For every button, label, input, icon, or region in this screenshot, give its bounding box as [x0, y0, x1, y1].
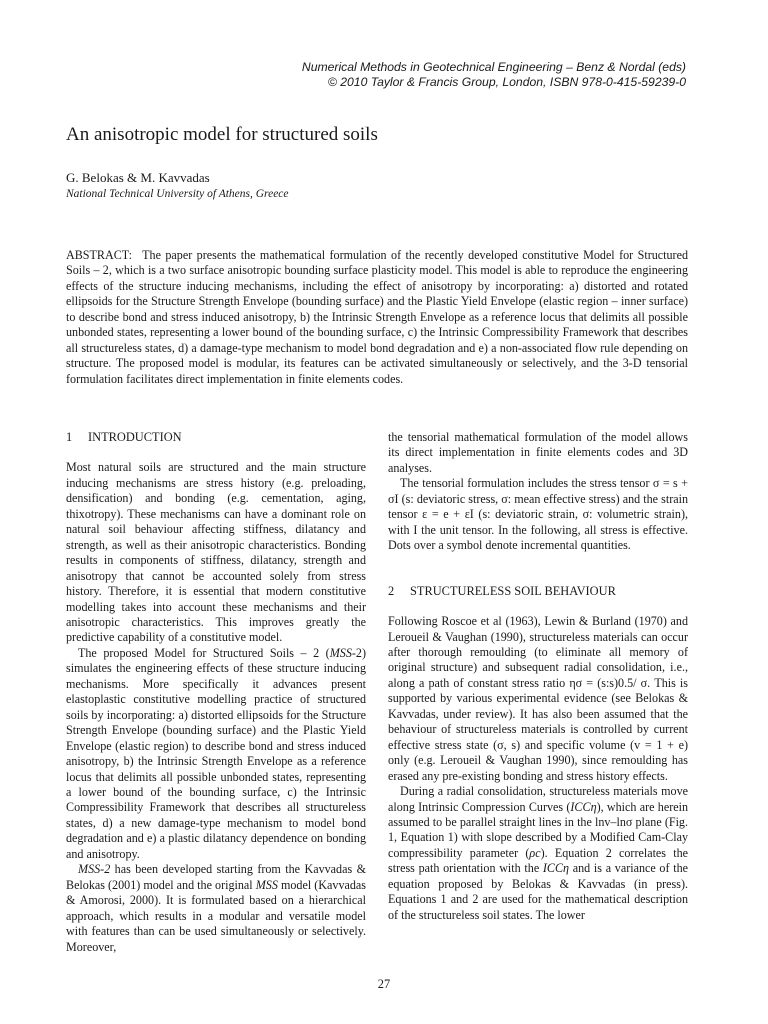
header-copyright-line: © 2010 Taylor & Francis Group, London, ISBN 978-0-415-59239-0 [327, 75, 686, 89]
strain-equation: ε = e + εI [422, 507, 474, 522]
structureless-paragraph-2: During a radial consolidation, structureless materials move along Intrinsic Compression Curves (ICCη), which are herein assumed to be parallel straight lines in the lnv–lnσ plane (Fig. 1, Equation 1) with slope described by a Modified Cam-Clay compressibility parameter (ρc). Equation 2 correlates the stress path orientation with the ICCη and is a variance of the equation proposed by Belokas & Kavvadas (in press). Equations 1 and 2 are used for the mathematical description of the structureless soil states. The lower [388, 784, 688, 922]
intro-continuation: the tensorial mathematical formulation of the model allows its direct implementation in finite elements codes and 3D analyses. [388, 430, 688, 475]
left-column [66, 430, 366, 955]
structureless-paragraph-1: Following Roscoe et al (1963), Lewin & Burland (1970) and Leroueil & Vaughan (1990), structureless materials can occur after thorough remoulding (to eliminate all memory of original structure) and subsequent radial consolidation, i.e., along a path of constant stress ratio ησ = (s:s)0.5/ σ. This is supported by various experimental evidence (see Belokas & Kavvadas, under review). It has also been assumed that the behaviour of structureless materials is controlled by current effective stress state (σ, s) and specific volume (v = 1 + e) only (e.g. Leroueil & Vaughan 1990), since remoulding has erased any pre-existing bonding and stress history effects. [388, 614, 689, 783]
stress-ratio-equation: ησ = (s:s)0.5/ σ [569, 675, 648, 690]
paper-title: An anisotropic model for structured soils [66, 124, 378, 145]
specific-volume-equation: v = 1 + e [634, 737, 684, 752]
abstract [66, 248, 688, 387]
section-heading-structureless [388, 584, 688, 599]
running-header [302, 60, 686, 90]
abstract-text: The paper presents the mathematical formulation of the recently developed constitutive Model for Structured Soils – 2, which is a two surface anisotropic bounding surface plasticity model. This model is able to reproduce the engineering effects of the structure inducing mechanisms, including the effect of anisotropy by incorporating: a) distorted and rotated ellipsoids for the Structure Strength Envelope (bounding surface) and the Plastic Yield Envelope (elastic region – inner surface) to describe bond and stress induced anisotropy, b) the Intrinsic Strength Envelope as a reference locus that delimits all possible unbonded states, representing a lower bound of the bounding surface, c) the Intrinsic Compressibility Framework that describes all structureless states, d) a damage-type mechanism to model bond degradation and e) a non-associated flow rule depending on structure. The proposed model is modular, its features can be activated simultaneously or selectively, and the 3-D tensorial formulation facilitates direct implementation in finite elements codes. [66, 248, 689, 386]
section-title: INTRODUCTION [88, 430, 182, 444]
section-heading-introduction [66, 430, 366, 445]
stress-equation: σ = s + σI [388, 476, 688, 506]
header-volume-line: Numerical Methods in Geotechnical Engineering – Benz & Nordal (eds) [301, 60, 686, 74]
paper-affiliation: National Technical University of Athens, Greece [66, 188, 289, 200]
section-number: 1 [66, 430, 73, 444]
intro-paragraph-2: The proposed Model for Structured Soils – 2 (MSS-2) simulates the engineering effects of these structure inducing mechanisms. More specifically it advances present elastoplastic constitutive modelling practice of structured soils by incorporating: a) distorted ellipsoids for the Structure Strength Envelope (bounding surface) and the Plastic Yield Envelope (elastic region) to describe bond and stress induced anisotropy, b) the Intrinsic Strength Envelope as a reference locus that delimits all possible unbonded states, representing a lower bound of the bounding surface, c) the Intrinsic Compressibility Framework that describes all structureless states, d) a new damage-type mechanism to model bond degradation and e) a plastic dilatancy dependence on bonding and anisotropy. [66, 645, 366, 861]
paper-authors: G. Belokas & M. Kavvadas [66, 170, 210, 185]
section-title: STRUCTURELESS SOIL BEHAVIOUR [410, 583, 616, 598]
intro-paragraph-1: Most natural soils are structured and the main structure inducing mechanisms are stress history (e.g. preloading, densification) and bonding (e.g. cementation, aging, thixotropy). These mechanisms can have a dominant role on natural soil behaviour affecting stiffness, dilatancy and strength, as well as their anisotropic characteristics. Bonding results in components of stiffness, dilatancy, strength and anisotropy that cannot be accounted solely from stress history. Therefore, it is essential that modern constitutive modelling takes into account these mechanisms and their anisotropic characteristics. This improves greatly the predictive capability of a constitutive model. [66, 460, 366, 645]
abstract-label: ABSTRACT: [66, 248, 132, 262]
tensor-paragraph: The tensorial formulation includes the stress tensor σ = s + σI (s: deviatoric stress, σ: mean effective stress) and the strain tensor ε = e + εI (s: deviatoric strain, σ: volumetric strain), with I the unit tensor. In the following, all stress is effective. Dots over a symbol denote incremental quantities. [388, 476, 688, 553]
page-number: 27 [377, 977, 391, 991]
section-number: 2 [388, 583, 395, 598]
intro-paragraph-3: MSS-2 has been developed starting from the Kavvadas & Belokas (2001) model and the original MSS model (Kavvadas & Amorosi, 2000). It is formulated based on a hierarchical approach, which results in a modular and versatile model with features than can be used simultaneously or selectively. Moreover, [66, 862, 366, 954]
right-column [388, 430, 688, 923]
